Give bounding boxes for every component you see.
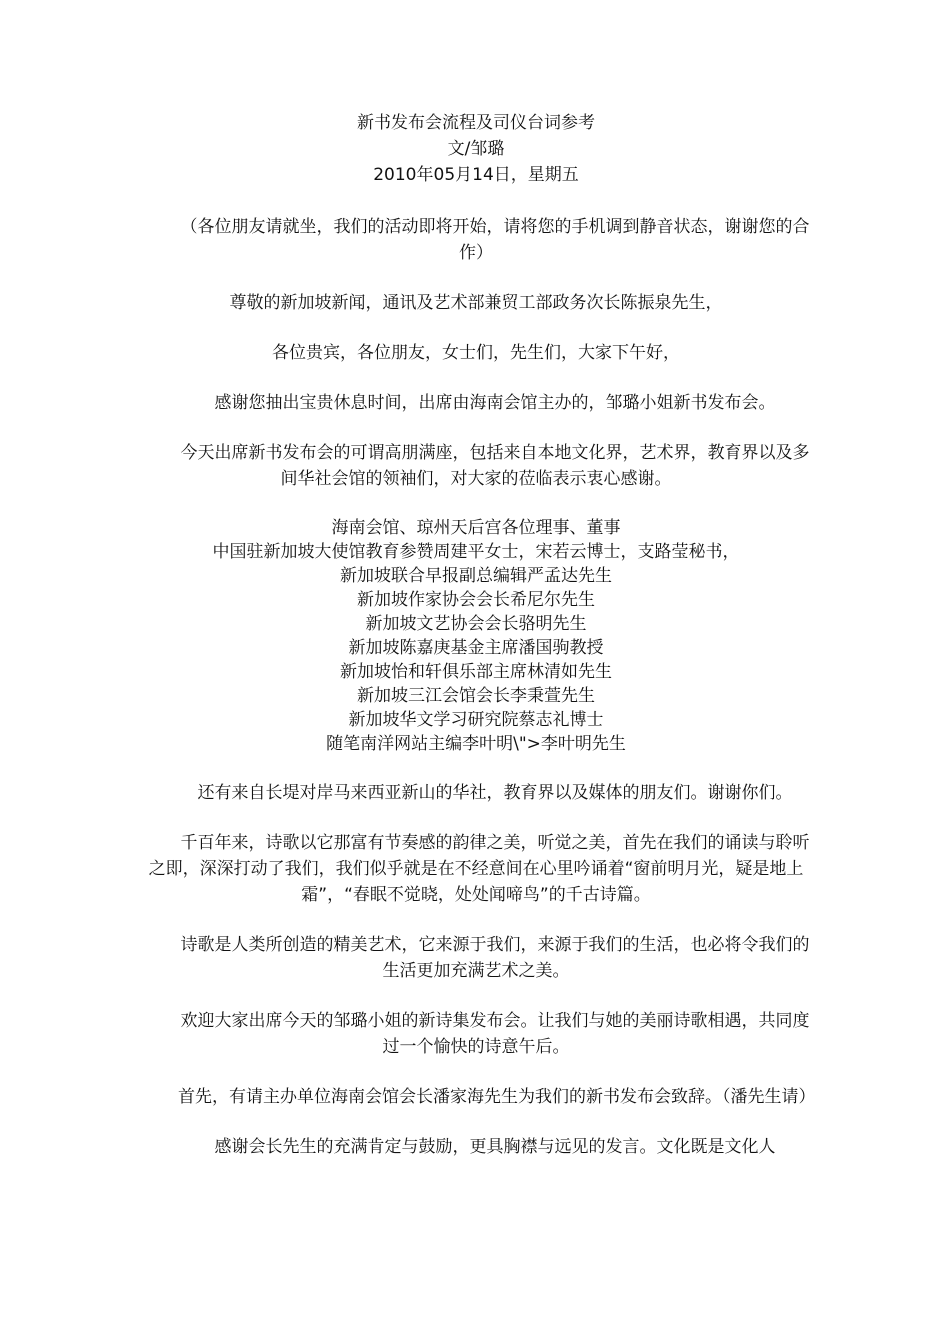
poetry-art-paragraph: 诗歌是人类所创造的精美艺术，它来源于我们，来源于我们的生活，也必将令我们的生活更加充满艺术之美。 xyxy=(180,935,810,981)
guest-item: 新加坡陈嘉庚基金主席潘国驹教授 xyxy=(348,638,604,658)
attendance-paragraph: 今天出席新书发布会的可谓高朋满座，包括来自本地文化界，艺术界，教育界以及多间华社会馆的领袖们，对大家的莅临表示衷心感谢。 xyxy=(180,443,810,489)
guest-list xyxy=(140,516,812,756)
guests-thanks-paragraph: 还有来自长堤对岸马来西亚新山的华社，教育界以及媒体的朋友们。谢谢你们。 xyxy=(197,783,793,803)
guest-item: 新加坡联合早报副总编辑严孟达先生 xyxy=(340,566,612,586)
greeting-official: 尊敬的新加坡新闻，通讯及艺术部兼贸工部政务次长陈振泉先生， xyxy=(229,293,723,313)
guest-item: 海南会馆、琼州天后宫各位理事、董事 xyxy=(331,518,621,538)
welcome-paragraph: 欢迎大家出席今天的邹璐小姐的新诗集发布会。让我们与她的美丽诗歌相遇，共同度过一个愉快的诗意午后。 xyxy=(180,1011,810,1057)
document-title: 新书发布会流程及司仪台词参考 xyxy=(357,113,595,133)
guest-item: 随笔南洋网站主编李叶明\">李叶明先生 xyxy=(326,734,626,754)
document-author: 文/邹璐 xyxy=(447,139,505,159)
poetry-history-paragraph: 千百年来，诗歌以它那富有节奏感的韵律之美，听觉之美，首先在我们的诵读与聆听之即，深深打动了我们，我们似乎就是在不经意间在心里吟诵着“窗前明月光，疑是地上霜”，“春眠不觉晓，处处闻啼鸟”的千古诗篇。 xyxy=(148,833,810,905)
guest-item: 新加坡文艺协会会长骆明先生 xyxy=(365,614,587,634)
greeting-guests: 各位贵宾，各位朋友，女士们，先生们，大家下午好， xyxy=(272,343,680,363)
notice-paragraph: （各位朋友请就坐，我们的活动即将开始，请将您的手机调到静音状态，谢谢您的合作） xyxy=(180,217,810,263)
document-date: 2010年05月14日，星期五 xyxy=(373,165,579,185)
closing-thanks-paragraph: 感谢会长先生的充满肯定与鼓励，更具胸襟与远见的发言。文化既是文化人 xyxy=(214,1137,776,1157)
thanks-paragraph: 感谢您抽出宝贵休息时间，出席由海南会馆主办的，邹璐小姐新书发布会。 xyxy=(214,393,776,413)
guest-item: 新加坡华文学习研究院蔡志礼博士 xyxy=(348,710,604,730)
document-header xyxy=(140,110,812,188)
opening-speech-paragraph: 首先，有请主办单位海南会馆会长潘家海先生为我们的新书发布会致辞。（潘先生请） xyxy=(178,1087,816,1107)
guest-item: 新加坡三江会馆会长李秉萱先生 xyxy=(357,686,595,706)
guest-item: 新加坡怡和轩俱乐部主席林清如先生 xyxy=(340,662,612,682)
guest-item: 新加坡作家协会会长希尼尔先生 xyxy=(357,590,595,610)
document-page xyxy=(140,110,816,1160)
guest-item: 中国驻新加坡大使馆教育参赞周建平女士，宋若云博士，支路莹秘书， xyxy=(212,542,740,562)
